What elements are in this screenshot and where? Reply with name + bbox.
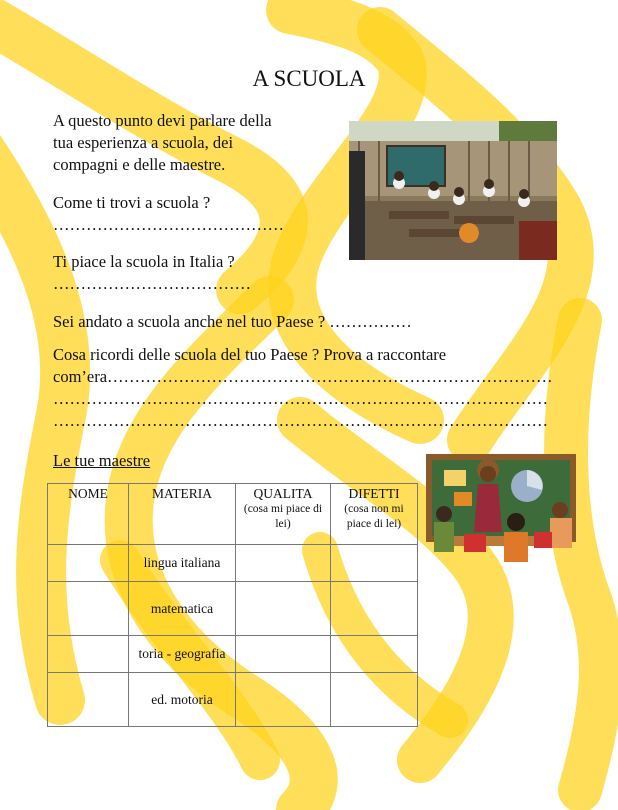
- intro-line-3: compagni e delle maestre.: [53, 155, 226, 174]
- header-qualita: [236, 484, 331, 545]
- cell-materia: toria - geografia: [129, 636, 236, 673]
- cell-nome[interactable]: [48, 582, 129, 636]
- cell-difetti[interactable]: [331, 636, 418, 673]
- intro-line-2: tua esperienza a scuola, dei: [53, 133, 234, 152]
- cell-qualita[interactable]: [236, 582, 331, 636]
- question-4: [53, 344, 553, 432]
- question-4-answer-line-3[interactable]: ………………………………………………………………………………: [53, 411, 548, 430]
- page-title: A SCUOLA: [252, 66, 366, 91]
- intro-line-1: A questo punto devi parlare della: [53, 111, 272, 130]
- question-4-answer-line-2[interactable]: ………………………………………………………………………………: [53, 389, 548, 408]
- teacher-clipart: [424, 452, 578, 572]
- cell-nome[interactable]: [48, 673, 129, 727]
- classroom-photo: [349, 121, 557, 260]
- header-difetti: [331, 484, 418, 545]
- question-1-text: Come ti trovi a scuola ?: [53, 193, 211, 212]
- header-difetti-label: DIFETTI: [348, 486, 400, 501]
- header-materia: [129, 484, 236, 545]
- header-difetti-sub: (cosa non mi piace di lei): [344, 503, 404, 530]
- cell-materia: lingua italiana: [129, 545, 236, 582]
- header-qualita-sub: (cosa mi piace di lei): [243, 503, 323, 530]
- cell-nome[interactable]: [48, 545, 129, 582]
- section-title: Le tue maestre: [53, 451, 151, 470]
- teachers-table: [47, 483, 418, 727]
- question-4-text: Cosa ricordi delle scuola del tuo Paese ? Prova a raccontare: [53, 345, 447, 364]
- header-nome-label: NOME: [68, 486, 108, 501]
- cell-qualita[interactable]: [236, 673, 331, 727]
- table-row: [48, 545, 418, 582]
- cell-difetti[interactable]: [331, 582, 418, 636]
- table-row: [48, 636, 418, 673]
- question-4-answer-line-1[interactable]: com’era………………………………………………………………………: [53, 367, 553, 386]
- question-2-text: Ti piace la scuola in Italia ?: [53, 252, 235, 271]
- cell-qualita[interactable]: [236, 636, 331, 673]
- cell-difetti[interactable]: [331, 545, 418, 582]
- question-1: [53, 192, 284, 236]
- cell-nome[interactable]: [48, 636, 129, 673]
- question-3-text: Sei andato a scuola anche nel tuo Paese ?: [53, 312, 326, 331]
- table-row: [48, 673, 418, 727]
- question-3-answer-line[interactable]: ……………: [329, 312, 412, 331]
- cell-difetti[interactable]: [331, 673, 418, 727]
- table-header-row: [48, 484, 418, 545]
- header-materia-label: MATERIA: [152, 486, 212, 501]
- cell-materia: matematica: [129, 582, 236, 636]
- table-row: [48, 582, 418, 636]
- cell-qualita[interactable]: [236, 545, 331, 582]
- question-1-answer-line[interactable]: ……………………………………: [53, 215, 284, 234]
- header-qualita-label: QUALITA: [253, 486, 313, 501]
- intro-paragraph: [53, 110, 272, 176]
- header-nome: [48, 484, 129, 545]
- question-2: [53, 251, 251, 295]
- cell-materia: ed. motoria: [129, 673, 236, 727]
- question-3: [53, 311, 412, 333]
- question-2-answer-line[interactable]: ………………………………: [53, 274, 251, 293]
